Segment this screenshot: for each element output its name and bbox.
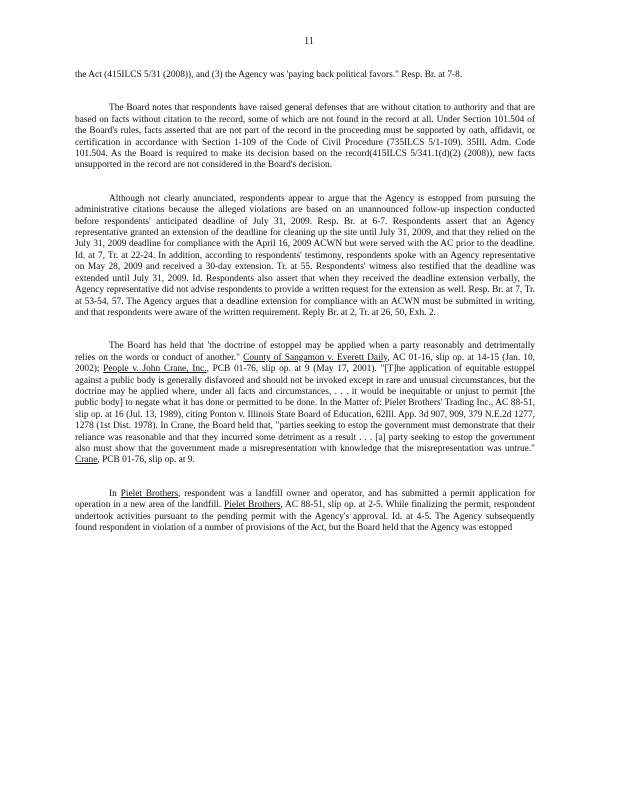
case-citation-crane-short: Crane	[75, 455, 98, 466]
case-citation-crane: People v. John Crane, Inc.	[103, 364, 207, 375]
paragraph-4-text-a: The Board has held that 'the doctrine of estoppel may be applied when a party reasonably and detrimentally relies on the words or conduct of another."	[75, 341, 535, 363]
paragraph-5-text-b: , respondent was a landfill owner and operator, and has submitted a permit application for operation in a new area of the landfill.	[75, 488, 536, 511]
paragraph-1: the Act (415ILCS 5/31 (2008)), and (3) the Agency was 'paying back political favors." Resp. Br. at 7-8.	[75, 70, 463, 80]
paragraph-2: The Board notes that respondents have raised general defenses that are without citation to authority and that are based on facts without citation to the record, some of which are not found in the record at all. Under Section 101.504 of the Board's rules, facts asserted that are not part of the record in the proceeding must be supported by oath, affidavit, or certification in accordance with Section 1-109 of the Code of Civil Procedure (735ILCS 5/1-109). 35Ill. Adm. Code 101.504. As the Board is required to make its decision based on the record(415ILCS 5/341.1(d)(2) (2008)), new facts unsupported in the record are not considered in the Board's decision.	[75, 103, 535, 171]
paragraph-4-text-c: , PCB 01-76, slip op. at 9 (May 17, 2001). "[T]he application of equitable estoppel against a public body is generally disfavored and should not be invoked except in rare and unusual circumstances, but the doctrine may be applied where, under all facts and circumstances, . . . it would be inequitable or unjust to permit [the public body] to negate what it has done or permitted to be done. In the Matter of: Pielet Brothers' Trading Inc., AC 88-51, slip op. at 16 (Jul. 13, 1989), citing Ponton v. Illinois State Board of Education, 62Ill. App. 3d 907, 909, 379 N.E.2d 1277, 1278 (1st Dist. 1978). In Crane, the Board held that, "parties seeking to estop the government must demonstrate that their reliance was reasonable and that they incurred some detriment as a result . . . [a] party seeking to estop the government also must show that the government made a misrepresentation with knowledge that the misrepresentation was untrue."	[75, 364, 535, 454]
paragraph-5-text-c: , AC 88-51, slip op. at 2-5. While finalizing the permit, respondent undertook activities pursuant to the pending permit with the Agency's approval. Id. at 4-5. The Agency subsequently found respondent in violation of a number of provisions of the Act, but the Board held that the Agency was estopped	[75, 500, 535, 533]
paragraph-5	[75, 489, 535, 535]
case-citation-pielet-2: Pielet Brothers	[224, 500, 281, 511]
case-citation-pielet: Pielet Brothers	[120, 488, 179, 499]
paragraph-5-text-a: In	[109, 488, 121, 499]
page-number: 11	[304, 36, 314, 47]
paragraph-4-text-b: , AC 01-16, slip op. at 14-15 (Jan. 10, 2002);	[75, 352, 536, 375]
case-citation-sangamon: County of Sangamon v. Everett Daily	[243, 352, 388, 363]
body-text	[75, 70, 535, 556]
paragraph-3: Although not clearly anunciated, respondents appear to argue that the Agency is estopped from pursuing the administrative citations because the alleged violations are based on an unannounced follow-up inspection conducted before respondents' anticipated deadline of July 31, 2009. Resp. Br. at 6-7. Respondents assert that an Agency representative granted an extension of the deadline for cleaning up the site until July 31, 2009, and that they relied on the July 31, 2009 deadline for compliance with the April 16, 2009 ACWN but were served with the AC prior to the deadline. Id. at 7, Tr. at 22-24. In addition, according to respondents' testimony, respondents spoke with an Agency representative on May 28, 2009 and received a 30-day extension. Tr. at 55. Respondents' witness also testified that the deadline was extended until July 31, 2009. Id. Respondents also assert that when they received the deadline extension verbally, the Agency representative did not advise respondents to provide a written request for the extension as well. Resp. Br. at 7, Tr. at 53-54, 57. The Agency argues that a deadline extension for compliance with an ACWN must be submitted in writing, and that respondents were aware of the written requirement. Reply Br. at 2, Tr. at 26, 50, Exh. 2.	[75, 193, 535, 318]
paragraph-4	[75, 341, 535, 466]
paragraph-4-text-d: , PCB 01-76, slip op. at 9.	[97, 455, 195, 466]
